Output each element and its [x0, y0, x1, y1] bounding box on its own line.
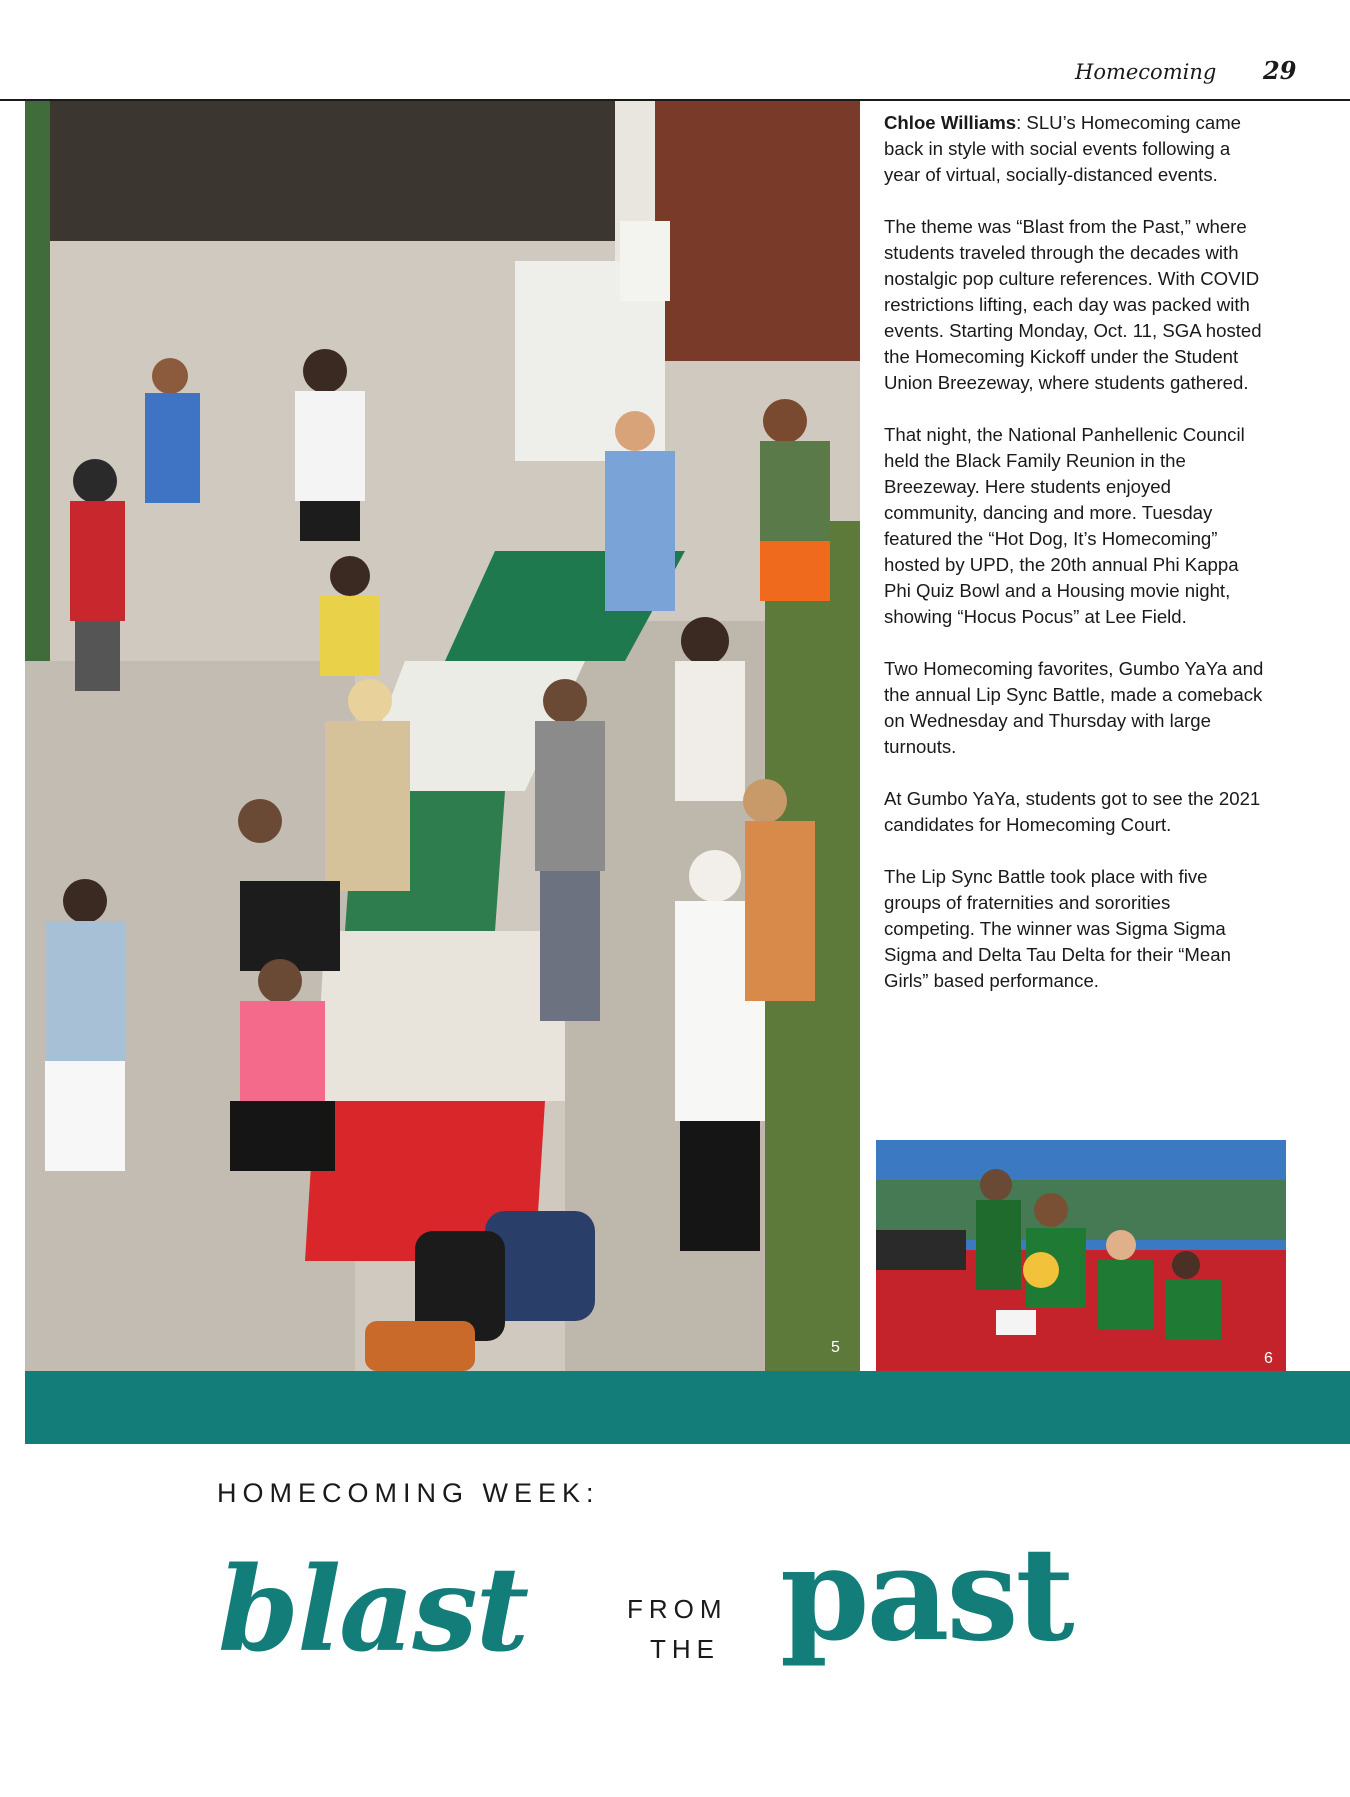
photo-number-6: 6: [1264, 1350, 1273, 1367]
article-paragraph-5: At Gumbo YaYa, students got to see the 2021 candidates for Homecoming Court.: [884, 788, 1261, 835]
article-paragraph-1: [884, 110, 1264, 188]
article-paragraph-1-text: : SLU’s Homecoming came back in style with social events following a year of virtual, socially-distanced events.: [884, 112, 1242, 185]
title-the: THE: [650, 1634, 720, 1664]
article-paragraph-2: The theme was “Blast from the Past,” where students traveled through the decades with nostalgic pop culture references. With COVID restrictions lifting, each day was packed with events. Starting Monday, Oct. 11, SGA hosted the Homecoming Kickoff under the Student Union Breezeway, where students gathered.: [884, 216, 1262, 393]
teal-accent-band: [25, 1371, 1350, 1444]
running-header-section: Homecoming: [1075, 60, 1217, 84]
page-number: 29: [1263, 56, 1297, 85]
title-word-past: past: [780, 1520, 1072, 1670]
article-body: [884, 110, 1264, 1020]
small-photo-parade-float: [876, 1140, 1286, 1371]
article-paragraph-4: Two Homecoming favorites, Gumbo YaYa and the annual Lip Sync Battle, made a comeback on Wednesday and Thursday with large turnouts.: [884, 658, 1264, 757]
photo-number-5: 5: [831, 1339, 840, 1356]
article-paragraph-6: The Lip Sync Battle took place with five groups of fraternities and sororities competing. The winner was Sigma Sigma Sigma and Delta Tau Delta for their “Mean Girls” based performance.: [884, 866, 1231, 991]
main-photo-homecoming-tables: [25, 101, 860, 1371]
title-kicker: HOMECOMING WEEK:: [217, 1478, 600, 1508]
author-name: Chloe Williams: [884, 112, 1017, 133]
article-paragraph-3: That night, the National Panhellenic Council held the Black Family Reunion in the Breezeway. Here students enjoyed community, dancing and more. Tuesday featured the “Hot Dog, It’s Homecoming” hosted by UPD, the 20th annual Phi Kappa Phi Quiz Bowl and a Housing movie night, showing “Hocus Pocus” at Lee Field.: [884, 424, 1245, 627]
title-from: FROM: [627, 1594, 728, 1624]
title-word-blast: blast: [218, 1542, 528, 1678]
